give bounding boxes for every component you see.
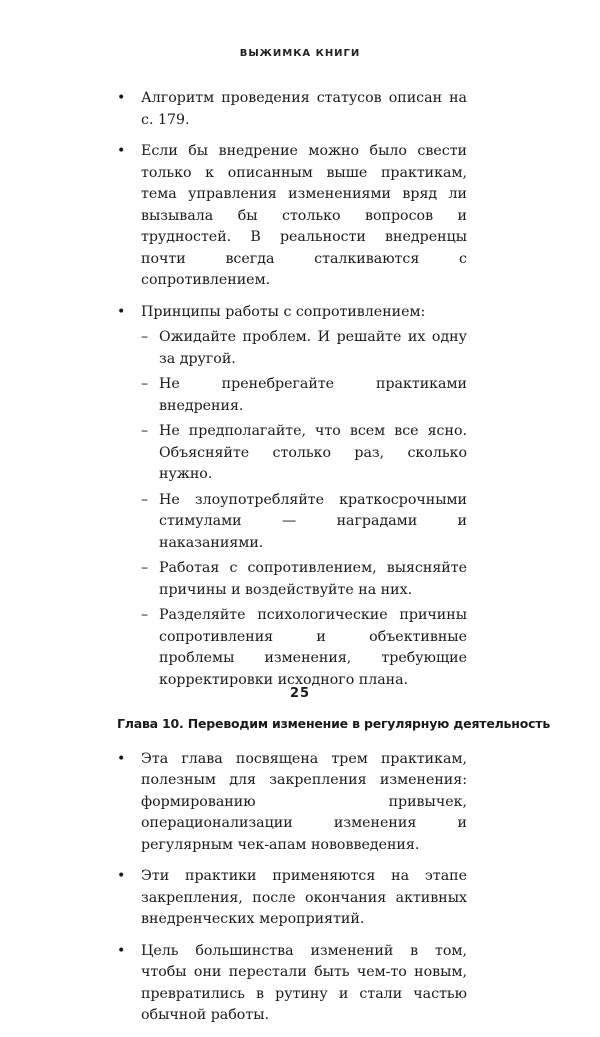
- list-item: [117, 941, 467, 1027]
- page-content: [117, 88, 551, 1037]
- chapter-heading: Глава 10. Переводим изменение в регулярную деятельность: [117, 716, 551, 731]
- dash-icon: –: [141, 607, 149, 623]
- bullet-icon: •: [117, 90, 126, 106]
- list-item-text: Принципы работы с сопротивлением:: [141, 303, 426, 320]
- bullet-icon: •: [117, 303, 126, 320]
- chapter-bullet-list: [117, 749, 467, 1027]
- bullet-icon: •: [117, 750, 126, 767]
- sub-list-item: [141, 605, 467, 691]
- list-item: [117, 749, 467, 857]
- running-header: ВЫЖИМКА КНИГИ: [239, 48, 361, 59]
- dash-icon: –: [141, 560, 149, 576]
- sub-list-item-text: Не пренебрегайте практиками внедрения.: [159, 376, 467, 414]
- sub-list-item: [141, 490, 467, 555]
- list-item: [117, 302, 467, 692]
- sub-list-item: [141, 421, 467, 486]
- list-item: [117, 88, 467, 131]
- sub-list-item-text: Не злоупотребляйте краткосрочными стимулами — наградами и наказаниями.: [159, 491, 467, 551]
- list-item: [117, 141, 467, 292]
- dash-icon: –: [141, 423, 149, 439]
- sub-list-item-text: Ожидайте проблем. И решайте их одну за другой.: [159, 329, 467, 367]
- sub-list-item: [141, 558, 467, 601]
- bullet-icon: •: [117, 143, 126, 159]
- sub-list: [141, 327, 467, 691]
- bullet-icon: •: [117, 868, 126, 884]
- dash-icon: –: [141, 376, 149, 392]
- dash-icon: –: [141, 491, 149, 508]
- bullet-list: [117, 88, 467, 691]
- dash-icon: –: [141, 329, 149, 345]
- list-item: [117, 866, 467, 931]
- page-number: 25: [289, 686, 311, 701]
- sub-list-item-text: Не предполагайте, что всем все ясно. Объясняйте столько раз, сколько нужно.: [159, 423, 467, 482]
- list-item-text: Эта глава посвящена трем практикам, полезным для закрепления изменения: формированию привычек, операционализации изменения и регулярным чек-апам нововведения.: [141, 750, 467, 853]
- list-item-text: Алгоритм проведения статусов описан на с. 179.: [141, 90, 467, 128]
- list-item-text: Цель большинства изменений в том, чтобы они перестали быть чем-то новым, превратились в рутину и стали частью обычной работы.: [141, 942, 467, 1023]
- sub-list-item: [141, 327, 467, 370]
- sub-list-item-text: Работая с сопротивлением, выясняйте причины и воздействуйте на них.: [159, 560, 467, 598]
- bullet-icon: •: [117, 942, 126, 959]
- list-item-text: Если бы внедрение можно было свести только к описанным выше практикам, тема управления изменениями вряд ли вызывала бы столько вопросов и трудностей. В реальности внедренцы почти всегда сталкиваются с сопротивлением.: [141, 143, 467, 288]
- sub-list-item: [141, 374, 467, 417]
- sub-list-item-text: Разделяйте психологические причины сопротивления и объективные проблемы изменения, требующие корректировки исходного плана.: [159, 607, 467, 688]
- list-item-text: Эти практики применяются на этапе закрепления, после окончания активных внедренческих мероприятий.: [141, 868, 467, 927]
